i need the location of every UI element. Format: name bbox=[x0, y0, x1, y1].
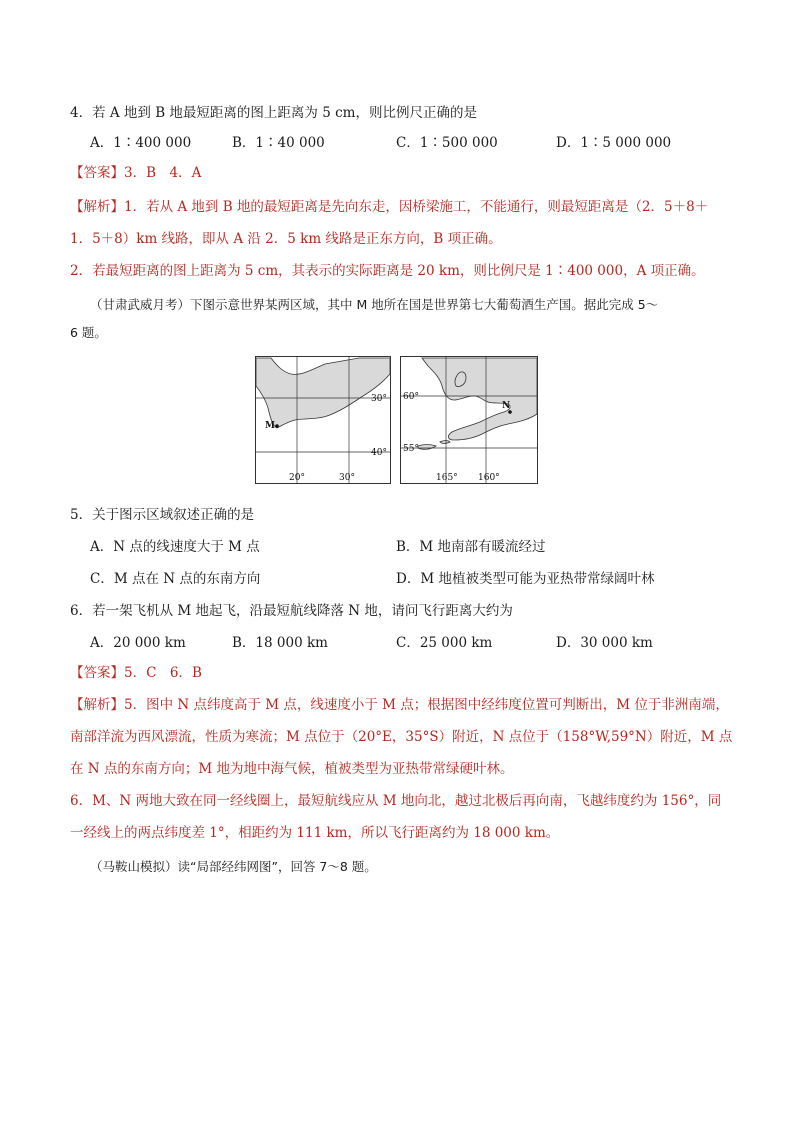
analysis-line: 2．若最短距离的图上距离为 5 cm，其表示的实际距离是 20 km，则比例尺是 1∶400 000，A 项正确。 bbox=[70, 263, 705, 279]
analysis-block-2 bbox=[70, 696, 729, 714]
analysis-tag: 【解析】 bbox=[70, 697, 124, 713]
analysis-line: 1．若从 A 地到 B 地的最短距离是先向东走，因桥梁施工，不能通行，则最短距离是（2．5＋8＋ bbox=[124, 199, 709, 215]
map-left-graphic bbox=[255, 356, 391, 484]
analysis-tag: 【解析】 bbox=[70, 199, 124, 215]
analysis-line: 5．图中 N 点纬度高于 M 点，线速度小于 M 点；根据图中经纬度位置可判断出，M 位于非洲南端， bbox=[124, 697, 729, 713]
answer-block-2 bbox=[70, 664, 202, 682]
analysis-line: 一经线上的两点纬度差 1°，相距约为 111 km，所以飞行距离约为 18 000 km。 bbox=[70, 825, 560, 841]
analysis-line: 1．5＋8）km 线路，即从 A 沿 2．5 km 线路是正东方向，B 项正确。 bbox=[70, 231, 502, 247]
question-4-stem: 4．若 A 地到 B 地最短距离的图上距离为 5 cm，则比例尺正确的是 bbox=[70, 105, 477, 121]
q5-option-c: C．M 点在 N 点的东南方向 bbox=[90, 571, 261, 587]
answer-tag: 【答案】 bbox=[70, 165, 124, 181]
map-right bbox=[400, 356, 538, 484]
question-6-stem: 6．若一架飞机从 M 地起飞，沿最短航线降落 N 地，请问飞行距离大约为 bbox=[70, 603, 513, 619]
q5-option-b: B．M 地南部有暖流经过 bbox=[396, 539, 546, 555]
map-left bbox=[255, 356, 391, 484]
answer-text: 3．B 4．A bbox=[124, 165, 202, 181]
lat-label: 40° bbox=[371, 448, 387, 458]
question-5-stem: 5．关于图示区域叙述正确的是 bbox=[70, 507, 255, 523]
lat-label: 30° bbox=[371, 394, 387, 404]
q6-option-b: B．18 000 km bbox=[232, 635, 328, 651]
point-n-label: N bbox=[502, 401, 511, 411]
q4-option-b: B．1∶40 000 bbox=[232, 135, 325, 151]
point-m-label: M bbox=[265, 421, 275, 431]
analysis-line: 在 N 点的东南方向；M 地为地中海气候，植被类型为亚热带常绿硬叶林。 bbox=[70, 761, 514, 777]
q6-option-c: C．25 000 km bbox=[396, 635, 493, 651]
answer-tag: 【答案】 bbox=[70, 665, 124, 681]
q4-option-a: A．1∶400 000 bbox=[90, 135, 192, 151]
q5-option-d: D．M 地植被类型可能为亚热带常绿阔叶林 bbox=[396, 571, 655, 587]
material-intro: （甘肃武威月考）下图示意世界某两区域，其中 M 地所在国是世界第七大葡萄酒生产国。据此完成 5～ bbox=[90, 297, 659, 312]
q4-option-c: C．1∶500 000 bbox=[396, 135, 498, 151]
analysis-block-1 bbox=[70, 198, 708, 216]
material-intro: 6 题。 bbox=[70, 325, 107, 340]
analysis-line: 6．M、N 两地大致在同一经线圈上，最短航线应从 M 地向北，越过北极后再向南，飞越纬度约为 156°，同 bbox=[70, 793, 722, 809]
lat-label: 55° bbox=[403, 444, 419, 454]
lon-label: 165° bbox=[436, 473, 458, 483]
q5-option-a: A．N 点的线速度大于 M 点 bbox=[90, 539, 260, 555]
lon-label: 30° bbox=[339, 473, 355, 483]
lat-label: 60° bbox=[403, 392, 419, 402]
material-intro: （马鞍山模拟）读“局部经纬网图”，回答 7～8 题。 bbox=[90, 859, 377, 874]
lon-label: 160° bbox=[478, 473, 500, 483]
analysis-line: 南部洋流为西风漂流，性质为寒流；M 点位于（20°E，35°S）附近，N 点位于（158°W,59°N）附近，M 点 bbox=[70, 729, 733, 745]
point-m-marker bbox=[275, 424, 279, 428]
lon-label: 20° bbox=[289, 473, 305, 483]
q4-option-d: D．1∶5 000 000 bbox=[556, 135, 672, 151]
answer-block-1 bbox=[70, 164, 201, 182]
q6-option-d: D．30 000 km bbox=[556, 635, 653, 651]
q6-option-a: A．20 000 km bbox=[90, 635, 186, 651]
answer-text: 5．C 6．B bbox=[124, 665, 202, 681]
map-right-graphic bbox=[400, 356, 538, 484]
island bbox=[440, 441, 450, 444]
